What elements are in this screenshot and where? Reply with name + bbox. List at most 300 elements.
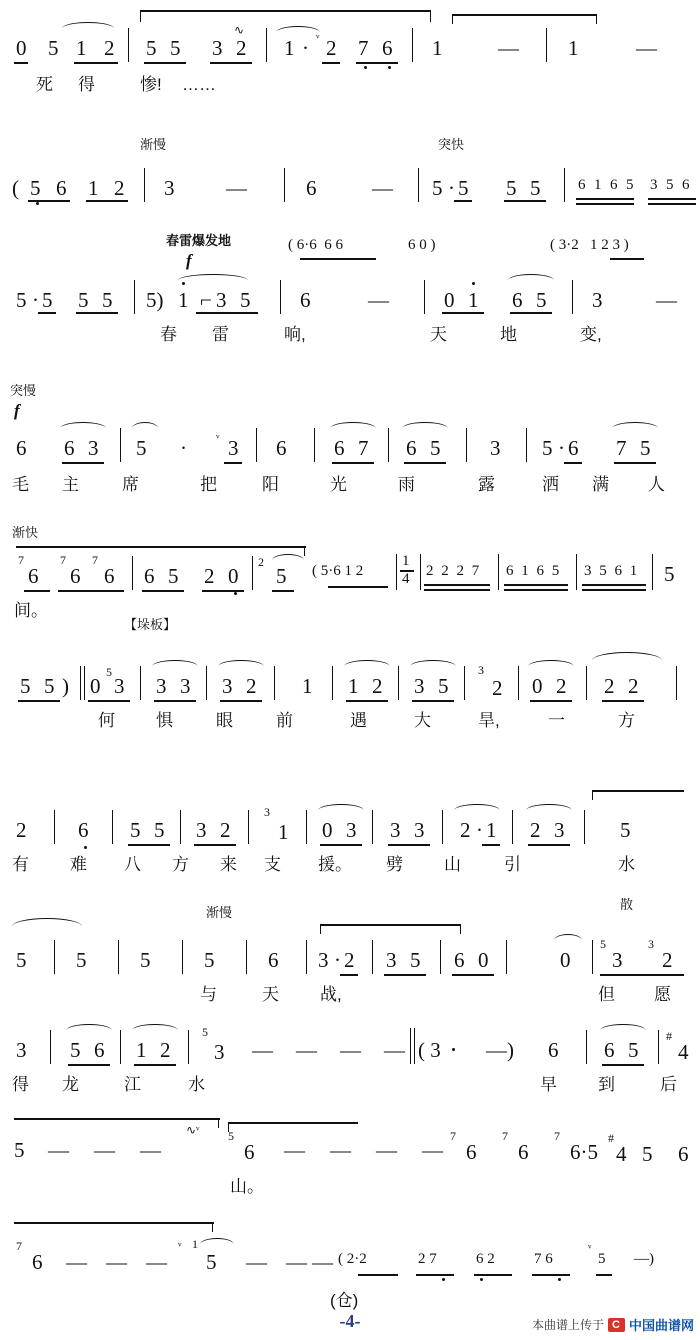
note: 5 [542,436,553,460]
bracket-left [592,790,593,800]
barline [412,28,413,62]
note: 0 [90,674,101,698]
note: 2 [344,948,355,972]
underbeam [272,590,294,592]
note: 5 [14,1138,25,1162]
note: 5 [506,176,517,200]
underbeam [416,1274,454,1276]
tempo-mark: 散 [620,897,634,912]
note: 6 [28,564,39,588]
dash-mark: — [284,1138,305,1162]
note: 5 [666,177,674,193]
underbeam [596,1274,612,1276]
note: 5 [620,818,631,842]
paren-open: ( [12,176,19,200]
slur [528,660,574,673]
lyric: (仓) [330,1291,359,1310]
dot-mark: · [558,436,565,460]
dash-mark: — [106,1250,127,1274]
barline [80,666,81,700]
slur [330,422,376,435]
barline [188,1030,189,1064]
barline-double [410,1028,411,1064]
underbeam [14,62,28,64]
dot-mark: · [302,36,309,60]
accompaniment: 3 5 6 1 [584,563,640,579]
grace-mark: ᵛ [588,1241,592,1255]
slur [318,804,364,817]
lyric: 山 [444,855,461,874]
slur [272,554,304,567]
note: 5 [240,288,251,312]
note: 5 [438,674,449,698]
dash-mark: — [246,1250,267,1274]
tempo-mark: 突慢 [10,383,37,398]
note: 5 [16,288,27,312]
note: 5 [130,818,141,842]
lyric: 早 [540,1075,557,1094]
underbeam [576,198,634,200]
flat-accidental: 7 [554,1129,560,1143]
note: 5 [642,1142,653,1166]
underbeam [68,1064,110,1066]
underbeam [340,974,358,976]
note: 5 [16,948,27,972]
barline [586,666,587,700]
note: 2 [104,36,115,60]
slur [132,1024,178,1037]
slur [592,652,662,669]
underbeam [404,462,446,464]
barline [526,428,527,462]
note: 6 [466,1140,477,1164]
barline [572,280,573,314]
section-mark: 【垛板】 [124,617,177,632]
barline [584,810,585,844]
dash-mark: — [384,1038,405,1062]
note: 2 [204,564,215,588]
slur [454,804,500,817]
note: 3 [214,1040,225,1064]
barline [248,810,249,844]
barline [546,28,547,62]
lyric: 惨! [140,75,162,94]
percussion-notation: ( 3·2 1 2 3 ) [550,237,629,253]
page-number: -4- [339,1311,361,1331]
slur [612,422,658,435]
note: 6 [16,436,27,460]
note: 5 [48,36,59,60]
underbeam [510,312,552,314]
lyric: 得 [12,1075,29,1094]
octave-dot [364,66,367,69]
flat-accidental: 7 [92,553,98,567]
note: 6 [454,948,465,972]
barline [372,810,373,844]
flat-accidental: 3 [648,937,654,951]
note: 7 [358,436,369,460]
lyric: 雷 [212,325,229,344]
note: — [372,176,393,200]
octave-dot [234,592,237,595]
dash-mark: — [296,1038,317,1062]
barline [306,940,307,974]
lyric: 惧 [156,711,173,730]
note: 2 [662,948,673,972]
bracket-right-2 [596,14,597,24]
flat-accidental: 1 [192,1237,198,1251]
underbeam [356,62,398,64]
note: 6 [548,1038,559,1062]
barline [506,940,507,974]
underbeam [346,700,388,702]
lyric: 天 [262,985,279,1004]
dot-mark: · [476,818,483,842]
lyric: 山。 [230,1177,264,1196]
barline [54,810,55,844]
lyric: 遇 [350,711,367,730]
underbeam [128,844,170,846]
note: 6·5 [570,1140,598,1164]
note: 2 [372,674,383,698]
barline [182,940,183,974]
slur [152,660,198,673]
note: 3 [88,436,99,460]
underbeam [18,700,60,702]
dash-mark: · [180,436,187,460]
underbeam [530,700,572,702]
underbeam [648,198,696,200]
barline [180,810,181,844]
note: 3 [414,674,425,698]
note: 1 [178,288,189,312]
underbeam [532,1274,570,1276]
barline [442,810,443,844]
note: 6 [382,36,393,60]
barline [424,280,425,314]
octave-dot [84,846,87,849]
note: 1 [88,176,99,200]
note: 3 [386,948,397,972]
footer-text: 本曲谱上传于 [532,1318,605,1332]
dash-mark: — [376,1138,397,1162]
note: 5 [146,36,157,60]
lyric: 春 [160,325,177,344]
barline [284,168,285,202]
note: 5 [30,176,41,200]
accompaniment: —) [634,1251,654,1267]
barline [518,666,519,700]
note: 6 [78,818,89,842]
lyric: 难 [70,855,87,874]
barline [658,1030,659,1064]
underbeam [576,203,634,205]
barline [274,666,275,700]
note: 5 [168,564,179,588]
lyric: 响, [284,325,306,344]
note: 5 [626,177,634,193]
lyric: 与 [200,985,217,1004]
barline [128,28,129,62]
note: 3 [612,948,623,972]
underbeam [38,312,56,314]
slur [62,22,114,35]
underbeam [504,200,546,202]
barline [206,666,207,700]
underbeam [582,584,646,586]
note: 6 [604,1038,615,1062]
barline [586,1030,587,1064]
barline [112,810,113,844]
note: 6 [32,1250,43,1274]
note: 5 [42,288,53,312]
note: 6 [334,436,345,460]
underbeam [62,462,104,464]
slur [12,918,82,935]
note: 1 [486,818,497,842]
slur [554,934,582,947]
barline [466,428,467,462]
staccato-dot [452,1048,455,1051]
underbeam [602,1064,644,1066]
underbeam [442,312,484,314]
lyric: 天 [430,325,447,344]
accompaniment: 7 6 [534,1251,553,1267]
lyric: 主 [62,475,79,494]
lyric: 露 [478,475,495,494]
barline [120,1030,121,1064]
note: 6 [268,948,279,972]
barline [372,940,373,974]
note: 6 [104,564,115,588]
dash-mark: — [422,1138,443,1162]
slur [132,422,158,435]
octave-dot [480,1278,483,1281]
slur [60,422,106,435]
lyric: 江 [124,1075,141,1094]
underbeam [142,590,184,592]
note: 6 [512,288,523,312]
barline [676,666,677,700]
note: — [498,36,519,60]
lyric: 眼 [216,711,233,730]
underbeam [602,700,644,702]
flat-accidental: 7 [502,1129,508,1143]
flat-accidental: 5 [600,937,606,951]
dash-mark: — [94,1138,115,1162]
underbeam [28,200,70,202]
underbeam [384,974,426,976]
barline [144,168,145,202]
barline [140,666,141,700]
barline [332,666,333,700]
accompaniment: ( 2·2 [338,1251,367,1267]
lyric: 死 [36,75,53,94]
slur [218,660,264,673]
lyric: 阳 [262,475,279,494]
flat-accidental: 2 [258,555,264,569]
dot-mark: · [334,948,341,972]
note: 2 [220,818,231,842]
note: 2 [114,176,125,200]
lyric: 劈 [386,855,403,874]
underbeam [600,974,684,976]
lyric: 引 [504,855,521,874]
note: 3 [180,674,191,698]
note: 4 [616,1142,627,1166]
barline [266,28,267,62]
site-logo-icon: C [608,1318,625,1332]
note: — [226,176,247,200]
note: 6 [406,436,417,460]
note: 5 [102,288,113,312]
note: 6 [64,436,75,460]
lyric: 前 [276,711,293,730]
underbeam [474,1274,512,1276]
underbeam [424,584,490,586]
underbeam [144,62,186,64]
grace-mark: ᵛ [216,431,220,445]
note: 5 [430,436,441,460]
lyric: 人 [648,475,665,494]
note: 2 [604,674,615,698]
lyric: 水 [618,855,635,874]
lyric: 有 [12,855,29,874]
note: 3 [318,948,329,972]
lyric: 龙 [62,1075,79,1094]
grace-mark: ᵛ [316,31,320,45]
note: 5 [70,1038,81,1062]
note: 2 [492,676,503,700]
barline [440,940,441,974]
lyric: 一 [548,711,565,730]
octave-dot [472,282,475,285]
underbeam [454,200,472,202]
flat-mark: ⌐ [200,288,212,312]
note: 3 [390,818,401,842]
barline [396,554,397,590]
note: 5 [628,1038,639,1062]
percussion-notation: 6 0 ) [408,237,436,253]
lyric: 方 [172,855,189,874]
beam-top [14,1118,220,1120]
site-name[interactable]: 中国曲谱网 [628,1318,694,1333]
dash-mark: — [66,1250,87,1274]
note: 2 [246,674,257,698]
underbeam [322,62,340,64]
accompaniment: 2 7 [418,1251,437,1267]
underbeam [528,844,570,846]
dash-mark: — [140,1138,161,1162]
accompaniment: 6 2 [476,1251,495,1267]
tempo-mark: 渐快 [12,525,39,540]
underbeam [210,62,252,64]
beam-top-1 [140,10,430,12]
note: 5 [76,948,87,972]
note: 1 [284,36,295,60]
underbeam [412,700,454,702]
slur [402,422,448,435]
dash-mark: — [146,1250,167,1274]
underbeam [194,844,236,846]
barline [256,428,257,462]
tempo-mark: 突快 [438,137,465,152]
barline [592,940,593,974]
lyric: 间。 [14,601,48,620]
note: 1 [348,674,359,698]
lyric: …… [182,75,216,94]
slur [508,274,554,287]
note: 3 [228,436,239,460]
underbeam [358,1274,398,1276]
lyric: 地 [500,325,517,344]
flat-accidental: 7 [450,1129,456,1143]
dash-mark: — [286,1250,307,1274]
barline [132,556,133,590]
dash-mark: — [48,1138,69,1162]
barline [314,428,315,462]
slur [276,26,320,39]
underbeam [202,590,244,592]
note: 5 [640,436,651,460]
flat-accidental: 5 [228,1129,234,1143]
barline [246,940,247,974]
underbeam [614,462,656,464]
underbeam [564,462,582,464]
underbeam [86,200,128,202]
note: 5 [458,176,469,200]
ornament-mark: ∿ᵛ [186,1123,200,1137]
flat-accidental: 3 [264,805,270,819]
barline [652,554,653,590]
note: 0 [560,948,571,972]
note: 5 [154,818,165,842]
underbeam [300,258,376,260]
barline [512,810,513,844]
lyric: 得 [78,75,95,94]
accompaniment: 5 [598,1251,606,1267]
lyric: 八 [124,855,141,874]
note: 1 [136,1038,147,1062]
barline [134,280,135,314]
note: 4 [678,1040,689,1064]
note: 6 [682,177,690,193]
note: 5 [432,176,443,200]
note: 0 [16,36,27,60]
accompaniment: 2 2 2 7 [426,563,482,579]
note: 6 [144,564,155,588]
bracket-left-1 [140,10,141,22]
note: 3 [196,818,207,842]
barline [50,1030,51,1064]
underbeam [24,590,50,592]
ornament-mark: ∿ [234,23,245,37]
tempo-mark: 渐慢 [140,137,167,152]
note: 3 [114,674,125,698]
underbeam [482,844,500,846]
note: 2 [530,818,541,842]
barline [54,940,55,974]
note: 6 [56,176,67,200]
note: 6 [518,1140,529,1164]
accompaniment: ( 3 [418,1038,441,1062]
barline [120,428,121,462]
accompaniment: ( 5·6 1 2 [312,563,364,579]
beam-top [14,1222,214,1224]
sharp-accidental: # [666,1029,672,1043]
time-sig-den: 4 [402,571,410,587]
note: 2 [556,674,567,698]
